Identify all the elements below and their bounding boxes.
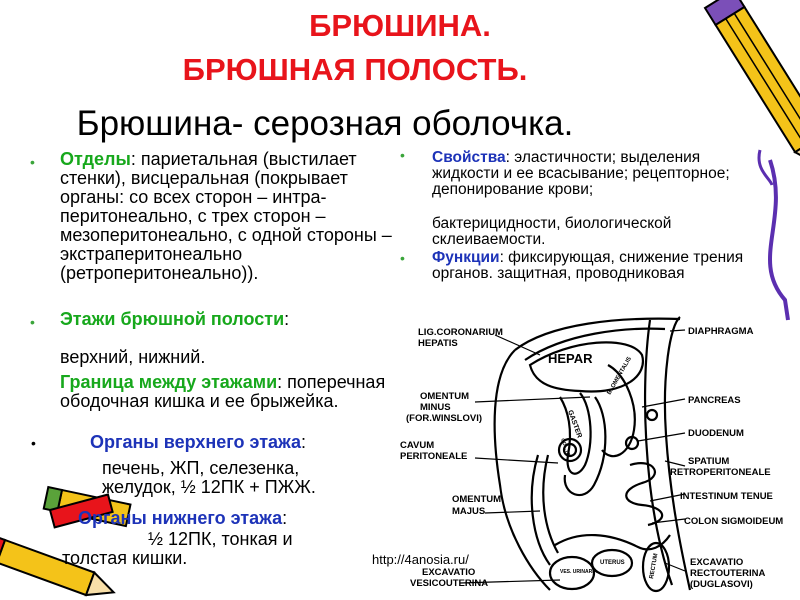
lower-heading <box>78 509 378 528</box>
etazhi-heading <box>60 310 402 329</box>
label-colon-sigmoideum: COLON SIGMOIDEUM <box>684 516 784 527</box>
funkcii-text: : фиксирующая, снижение трения органов. защитная, проводниковая <box>432 249 744 282</box>
etazhi-text: верхний, нижний. <box>60 347 206 367</box>
label-for-winslovi: (FOR.WINSLOVI) <box>406 413 482 424</box>
granitsa-paragraph <box>60 373 390 411</box>
source-url: http://4anosia.ru/ <box>372 552 469 567</box>
uterus-label: UTERUS <box>600 560 625 566</box>
upper-heading <box>90 433 390 452</box>
label-omentum-minus-1: OMENTUM <box>420 391 470 402</box>
label-peritoneale: PERITONEALE <box>400 451 468 462</box>
ves-label: VES. URINARIA <box>560 569 598 575</box>
upper-colon: : <box>301 432 307 452</box>
omentalis-label: B. OMENTALIS <box>606 356 634 396</box>
title-line-2: БРЮШНАЯ ПОЛОСТЬ. <box>182 52 528 87</box>
svoistva-text: : эластичности; выделения жидкости и ее всасывание; рецепторное; депонирование крови; <box>432 149 730 198</box>
svoistva-term: Свойства <box>432 149 506 166</box>
svoistva-text-2: бактерицидности, биологической склеиваемости. <box>432 215 672 248</box>
etazhi-term: Этажи брюшной полости <box>60 309 285 329</box>
gaster-label: GASTER <box>566 409 583 440</box>
label-cavum: CAVUM <box>400 440 435 451</box>
lower-text: ½ 12ПК, тонкая и толстая кишки. <box>62 529 293 568</box>
label-spatium: SPATIUM <box>688 456 730 467</box>
label-pancreas: PANCREAS <box>688 395 741 406</box>
funkcii-term: Функции <box>432 249 500 266</box>
subtitle: Брюшина- серозная оболочка. <box>76 104 574 143</box>
otdely-text: : париетальная (выстилает стенки), висцеральная (покрывает органы: со всех сторон – интра-перитонеально, с трех сторон – мезоперитонеально, с одной стороны – экстраперитонеально (ретроперитонеально)). <box>60 149 392 283</box>
granitsa-text: : поперечная ободочная кишка и ее брыжейка. <box>60 372 386 411</box>
bullet-icon: • <box>31 435 36 451</box>
granitsa-term: Граница между этажами <box>60 372 278 392</box>
label-diaphragma: DIAPHRAGMA <box>688 326 754 337</box>
upper-term: Органы верхнего этажа <box>90 432 302 452</box>
otdely-paragraph <box>60 150 402 283</box>
bullet-icon: • <box>30 154 35 170</box>
hepar-label: HEPAR <box>548 351 593 366</box>
label-vesicouterina: VESICOUTERINA <box>410 578 489 589</box>
label-excavatio-2: EXCAVATIO <box>690 557 744 568</box>
lower-colon: : <box>282 508 288 528</box>
rectum-label: RECTUM <box>649 553 660 580</box>
coltr-label: COL.TR <box>559 437 572 458</box>
otdely-term: Отделы <box>60 149 131 169</box>
label-omentum-majus-2: MAJUS <box>452 506 486 517</box>
lower-term: Органы нижнего этажа <box>78 508 283 528</box>
bullet-icon: • <box>400 250 405 266</box>
label-retroperitoneale: RETROPERITONEALE <box>670 467 771 478</box>
label-duglasovi: (DUGLASOVI) <box>690 579 753 590</box>
label-excavatio-1: EXCAVATIO <box>422 567 476 578</box>
label-lig-coronarium: LIG.CORONARIUM <box>418 327 503 338</box>
label-rectouterina: RECTOUTERINA <box>690 568 766 579</box>
etazhi-colon: : <box>284 309 290 329</box>
label-duodenum: DUODENUM <box>688 428 744 439</box>
title-line-1: БРЮШИНА. <box>309 8 491 43</box>
upper-text: печень, ЖП, селезенка, желудок, ½ 12ПК + ПЖЖ. <box>102 458 316 497</box>
label-omentum-minus-2: MINUS <box>420 402 451 413</box>
funkcii-paragraph <box>432 250 758 282</box>
label-intestinum-tenue: INTESTINUM TENUE <box>680 491 773 502</box>
svoistva-paragraph <box>432 150 758 198</box>
bullet-icon: • <box>30 314 35 330</box>
bullet-icon: • <box>400 147 405 163</box>
label-hepatis: HEPATIS <box>418 338 458 349</box>
label-omentum-majus-1: OMENTUM <box>452 494 502 505</box>
